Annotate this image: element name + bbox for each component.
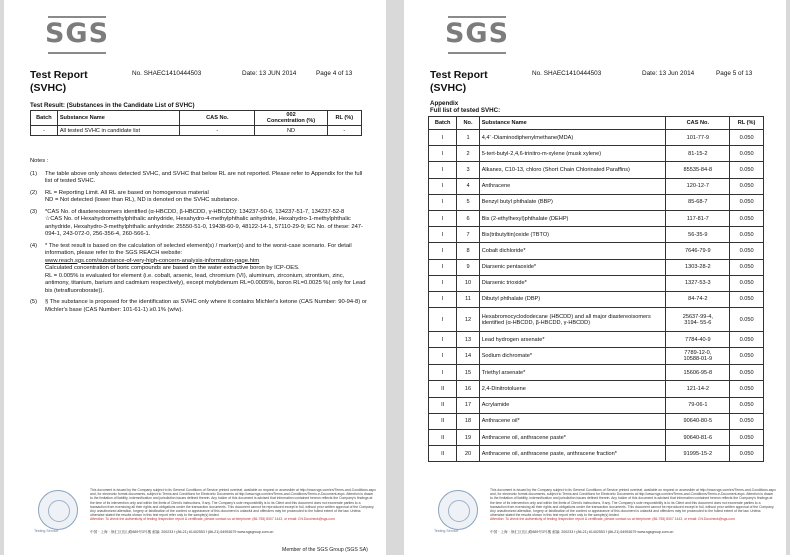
table-row: II 17 Acrylamide 79-06-1 0.050 [429,397,764,413]
table-row: II 20 Anthracene oil, anthracene paste, anthracene fraction* 91995-15-2 0.050 [429,446,764,462]
report-title: Test Report (SVHC) [30,69,88,94]
page-number: Page 4 of 13 [316,70,353,77]
table-row: I 13 Lead hydrogen arsenate* 7784-40-9 0.050 [429,332,764,348]
table-row: II 16 2,4-Dinitrotoluene 121-14-2 0.050 [429,381,764,397]
header-rl: RL (%) [730,117,764,130]
table-row: I 12 Hexabromocyclododecane (HBCDD) and all major diastereoisomers identified (α-HBCDD, β-HBCDD, γ-HBCDD) 25637-99-4, 3194- 55-6 0.050 [429,308,764,332]
appendix-title: Appendix [430,100,459,107]
header-substance: Substance Name [57,111,179,126]
result-table [30,110,362,136]
table-row: I 6 Bis (2-ethylhexyl)phthalate (DEHP) 117-81-7 0.050 [429,210,764,226]
table-row: I 10 Diarsenic trioxide* 1327-53-3 0.050 [429,275,764,291]
testing-service-seal-icon [438,490,478,530]
reach-website-link[interactable]: www.reach.sgs.com/substance-of-very-high-concern-analysis-information-page.htm [45,257,260,264]
table-row: I 5 Benzyl butyl phthalate (BBP) 85-68-7 0.050 [429,194,764,210]
table-row: I 3 Alkanes, C10-13, chloro (Short Chain Chlorinated Paraffins) 85535-84-8 0.050 [429,162,764,178]
page-number: Page 5 of 13 [716,70,753,77]
sgs-logo: SGS [42,14,112,56]
note-2: (2) RL = Reporting Limit. All RL are based on homogenous material ND = Not detected (lower than RL), ND is denoted on the SVHC substance. [30,189,240,203]
footer-disclaimer: This document is issued by the Company subject to its General Conditions of Service printed overleaf, available on request or accessible at http://www.sgs.com/en/Terms-and-Conditions.aspx and, for electronic format documents, subject to Terms and Conditions for Electronic Documents at http://www.sgs.com/en/Terms-and-Conditions/Terms-e-Document.aspx. Attention is drawn to the limitation of liability, indemnification and jurisdiction issues defined therein. Any holder of this document is advised that information contained hereon reflects the Company's findings at the time of its intervention only and within the limits of Client's instructions, if any. The Company's sole responsibility is to its Client and this document does not exonerate parties to a transaction from exercising all their rights and obligations under the transaction documents. This document cannot be reproduced except in full, without prior written approval of the Company. Any unauthorized alteration, forgery or falsification of the content or appearance of this document is unlawful and offenders may be prosecuted to the fullest extent of the law. Unless otherwise stated the results shown in this test report refer only to the sample(s) tested. Attention: To check the authenticity of testing /inspection report & certificate, please contact us at telephone: (86-755) 8307 1443, or email: CN.Doccheck@sgs.com [90,488,376,522]
report-page-5 [404,0,786,555]
testing-service-seal-icon [38,490,78,530]
table-row: I 9 Diarsenic pentaoxide* 1303-28-2 0.050 [429,259,764,275]
footer-address: 中国 · 上海 · 徐汇区宜山路889号3号楼 邮编: 200233 t (86-21) 61402553 f (86-21) 64953679 www.sgsgroup.com.cn [90,530,274,534]
report-title: Test Report (SVHC) [430,69,488,94]
table-row: I 2 5-tert-butyl-2,4,6-trinitro-m-xylene (musk xylene) 81-15-2 0.050 [429,146,764,162]
header-rl: RL (%) [327,111,361,126]
header-no: No. [457,117,479,130]
note-4: (4) * The test result is based on the calculation of selected element(s) / marker(s) and to the worst-case scenario. For detail information, please refer to the SGS REACH website: www.reach.sgs.com/substance-of-very-high-concern-analysis-information-page.htm Calculated concentration of boric compounds are based on the water extractive boron by ICP-OES. RL = 0.005% is evaluated for element (i.e. cobalt, arsenic, lead, chromium (VI), aluminum, zirconium, strontium, zinc, antimony, titanium, barium and cadmium respectively), except molybdenum RL=0.0005%, boron RL=0.0025 %( only for Lead bis (tetrafluoroborate)). [30,242,366,294]
footer-disclaimer: This document is issued by the Company subject to its General Conditions of Service printed overleaf, available on request or accessible at http://www.sgs.com/en/Terms-and-Conditions.aspx and, for electronic format documents, subject to Terms and Conditions for Electronic Documents at http://www.sgs.com/en/Terms-and-Conditions/Terms-e-Document.aspx. Attention is drawn to the limitation of liability, indemnification and jurisdiction issues defined therein. Any holder of this document is advised that information contained hereon reflects the Company's findings at the time of its intervention only and within the limits of Client's instructions, if any. The Company's sole responsibility is to its Client and this document does not exonerate parties to a transaction from exercising all their rights and obligations under the transaction documents. This document cannot be reproduced except in full, without prior written approval of the Company. Any unauthorized alteration, forgery or falsification of the content or appearance of this document is unlawful and offenders may be prosecuted to the fullest extent of the law. Unless otherwise stated the results shown in this test report refer only to the sample(s) tested. Attention: To check the authenticity of testing /inspection report & certificate, please contact us at telephone: (86-755) 8307 1443, or email: CN.Doccheck@sgs.com [490,488,776,522]
header-cas: CAS No. [180,111,255,126]
table-row: II 18 Anthracene oil* 90640-80-5 0.050 [429,413,764,429]
note-5: (5) § The substance is proposed for the identification as SVHC only where it contains Michler's ketone (CAS Number: 90-94-8) or Michler's base (CAS Number: 101-61-1) ≥0.1% (w/w). [30,299,367,313]
table-row: II 19 Anthracene oil, anthracene paste* 90640-81-6 0.050 [429,430,764,446]
report-date: Date: 13 JUN 2014 [242,70,297,77]
header-batch: Batch [31,111,58,126]
table-row: I 15 Triethyl arsenate* 15606-95-8 0.050 [429,365,764,381]
header-substance: Substance Name [479,117,666,130]
table-row: I 11 Dibutyl phthalate (DBP) 84-74-2 0.050 [429,291,764,307]
report-number: No. SHAEC1410444503 [532,70,602,77]
svhc-table [428,116,764,462]
table-row: - All tested SVHC in candidate list - ND - [31,126,362,136]
note-1: (1) The table above only shows detected SVHC, and SVHC that below RL are not reported. Please refer to Appendix for the full list of tested SVHC. [30,170,363,184]
full-list-title: Full list of tested SVHC: [430,107,501,114]
report-page-4 [4,0,386,555]
header-cas: CAS No. [666,117,730,130]
report-number: No. SHAEC1410444503 [132,70,202,77]
footer-address: 中国 · 上海 · 徐汇区宜山路889号3号楼 邮编: 200233 t (86-21) 61402553 f (86-21) 64953679 www.sgsgroup.com.cn [490,530,674,534]
table-row: I 4 Anthracene 120-12-7 0.050 [429,178,764,194]
member-line: Member of the SGS Group (SGS SA) [282,547,368,553]
seal-caption: Testing Service [434,529,459,533]
table-row: I 7 Bis(tributyltin)oxide (TBTO) 56-35-9 0.050 [429,227,764,243]
note-3: (3) *CAS No. of diastereoisomers identified (α-HBCDD, β-HBCDD, γ-HBCDD): 134237-50-6, 134237-51-7, 134237-52-8 ☆CAS No. of Hexahydromethylphthalic anhydride, Hexahydro-4-methylphthalic anhydride, Hexahydro-1-methylphthalic anhydride, Hexahydro-3-methylphthalic anhydride: 25550-51-0, 19438-60-9, 48122-14-1, 57110-29-9; EC No. of these: 247-094-1, 243-072-0, 256-356-4, 260-566-1. [30,208,363,237]
table-row: I 1 4,4' -Diaminodiphenylmethane(MDA) 101-77-9 0.050 [429,130,764,146]
seal-caption: Testing Service [34,529,59,533]
table-row: I 8 Cobalt dichloride* 7646-79-9 0.050 [429,243,764,259]
header-concentration: 002 Concentration (%) [255,111,327,126]
notes-heading: Notes : [30,158,49,164]
report-date: Date: 13 Jun 2014 [642,70,695,77]
header-batch: Batch [429,117,457,130]
table-row: I 14 Sodium dichromate* 7789-12-0, 10588-01-9 0.050 [429,348,764,365]
sgs-logo: SGS [442,14,512,56]
section-title: Test Result: (Substances in the Candidate List of SVHC) [30,102,195,109]
notes [30,158,370,318]
